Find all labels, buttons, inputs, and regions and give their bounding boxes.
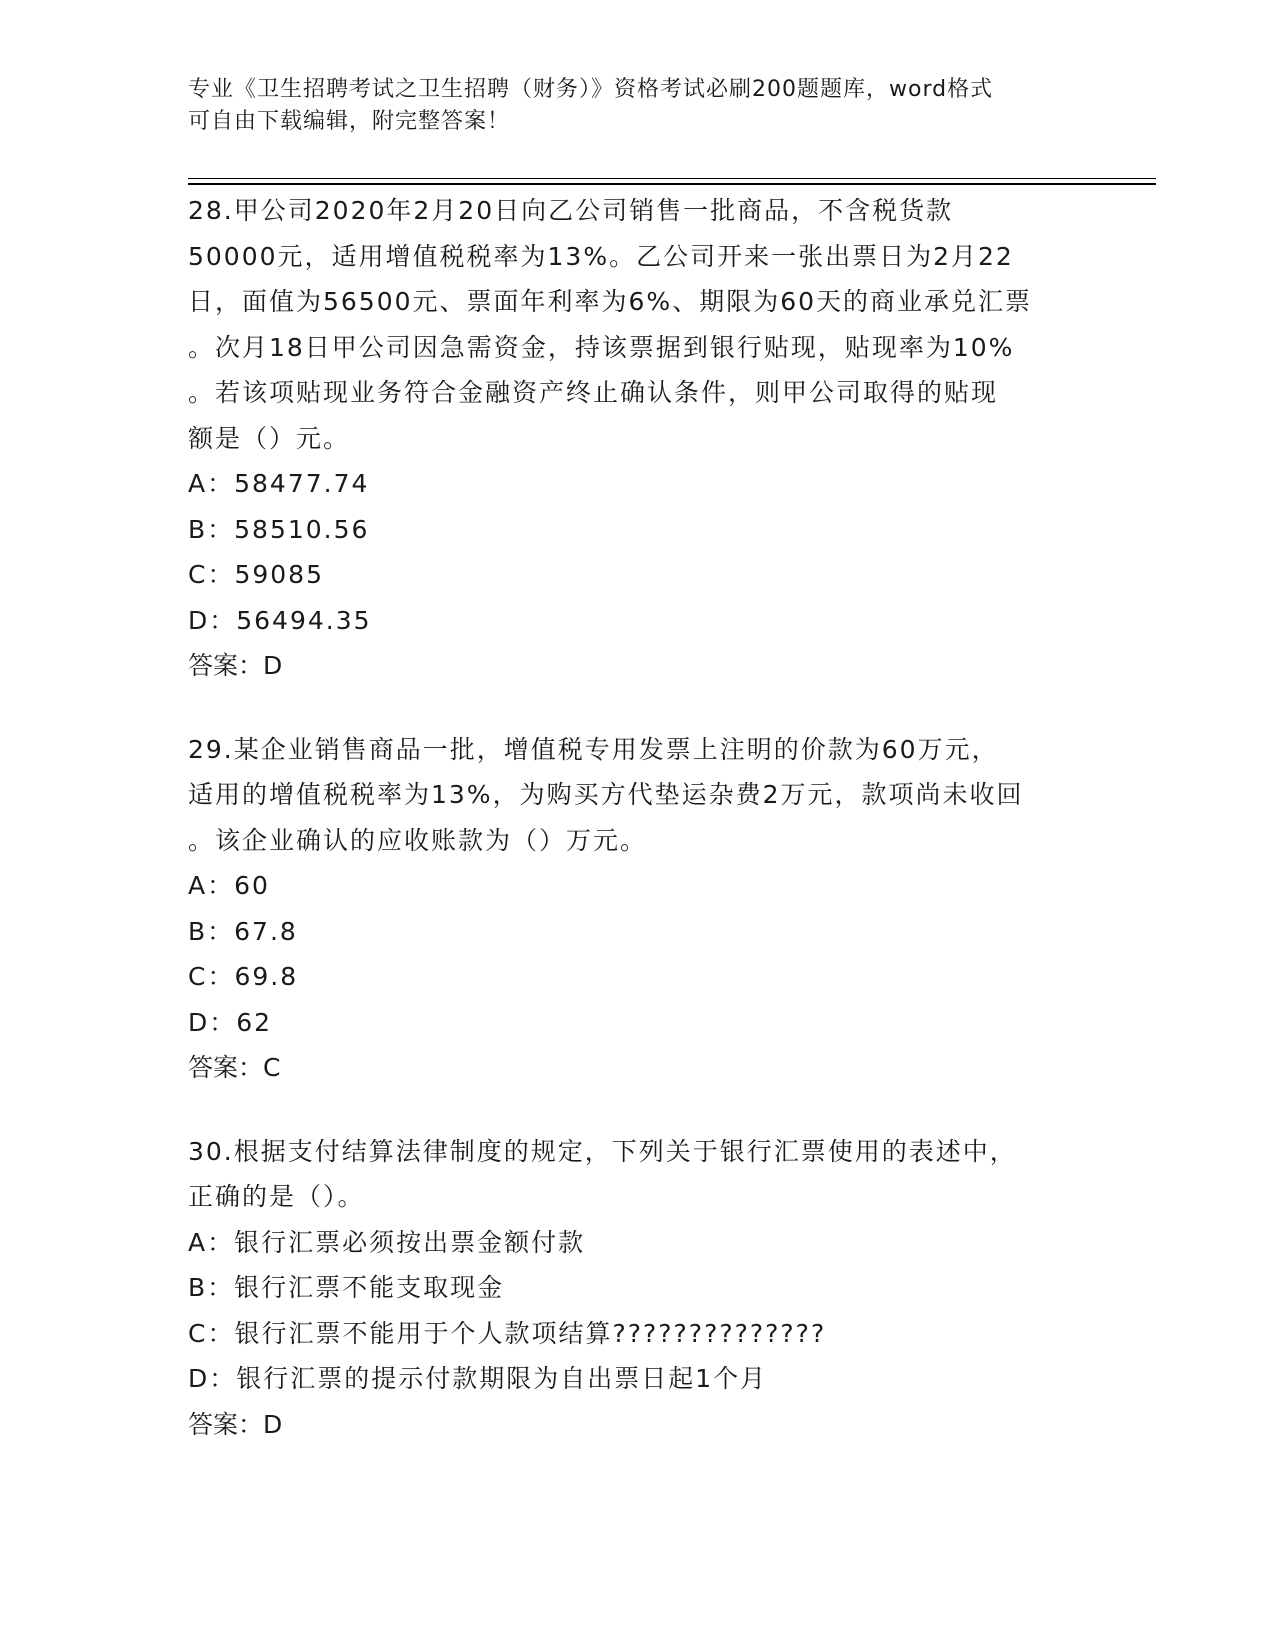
question-28 [188, 188, 1088, 689]
question-text-line: 50000元，适用增值税税率为13%。乙公司开来一张出票日为2月22 [188, 241, 1014, 271]
question-text-line: 30.根据支付结算法律制度的规定，下列关于银行汇票使用的表述中， [188, 1136, 1017, 1166]
option-d: D：56494.35 [188, 605, 372, 635]
question-text-line: 。次月18日甲公司因急需资金，持该票据到银行贴现，贴现率为10% [188, 332, 1015, 362]
question-text-line: 29.某企业销售商品一批，增值税专用发票上注明的价款为60万元， [188, 734, 999, 764]
option-b: B：银行汇票不能支取现金 [188, 1273, 505, 1302]
option-c: C：银行汇票不能用于个人款项结算?????????????? [188, 1318, 827, 1348]
header-line: 专业《卫生招聘考试之卫生招聘（财务）》资格考试必刷200题题库，word格式 [188, 77, 994, 102]
question-text-line: 额是（）元。 [188, 423, 351, 453]
option-c: C：59085 [188, 560, 324, 589]
header-divider-thin [188, 178, 1156, 179]
option-d: D：银行汇票的提示付款期限为自出票日起1个月 [188, 1364, 768, 1393]
option-b: B：58510.56 [188, 514, 370, 544]
question-30 [188, 1129, 1088, 1448]
answer-label: 答案：D [188, 1409, 283, 1439]
header-line: 可自由下载编辑，附完整答案！ [188, 109, 511, 134]
header-divider-thick [188, 183, 1156, 185]
question-text-line: 日，面值为56500元、票面年利率为6%、期限为60天的商业承兑汇票 [188, 287, 1033, 316]
option-a: A：60 [188, 871, 270, 900]
question-29 [188, 727, 1088, 1091]
answer-label: 答案：C [188, 1053, 281, 1082]
option-b: B：67.8 [188, 916, 298, 946]
questions-list [188, 188, 1088, 1485]
document-header [188, 74, 1088, 138]
question-text-line: 28.甲公司2020年2月20日向乙公司销售一批商品，不含税货款 [188, 196, 954, 225]
option-c: C：69.8 [188, 962, 299, 991]
question-text-line: 适用的增值税税率为13%，为购买方代垫运杂费2万元，款项尚未收回 [188, 780, 1024, 809]
question-text-line: 正确的是（）。 [188, 1182, 365, 1211]
answer-label: 答案：D [188, 651, 283, 680]
option-a: A：银行汇票必须按出票金额付款 [188, 1227, 586, 1257]
option-a: A：58477.74 [188, 469, 370, 498]
question-text-line: 。若该项贴现业务符合金融资产终止确认条件，则甲公司取得的贴现 [188, 378, 999, 407]
option-d: D：62 [188, 1007, 273, 1037]
question-text-line: 。该企业确认的应收账款为（）万元。 [188, 825, 648, 855]
